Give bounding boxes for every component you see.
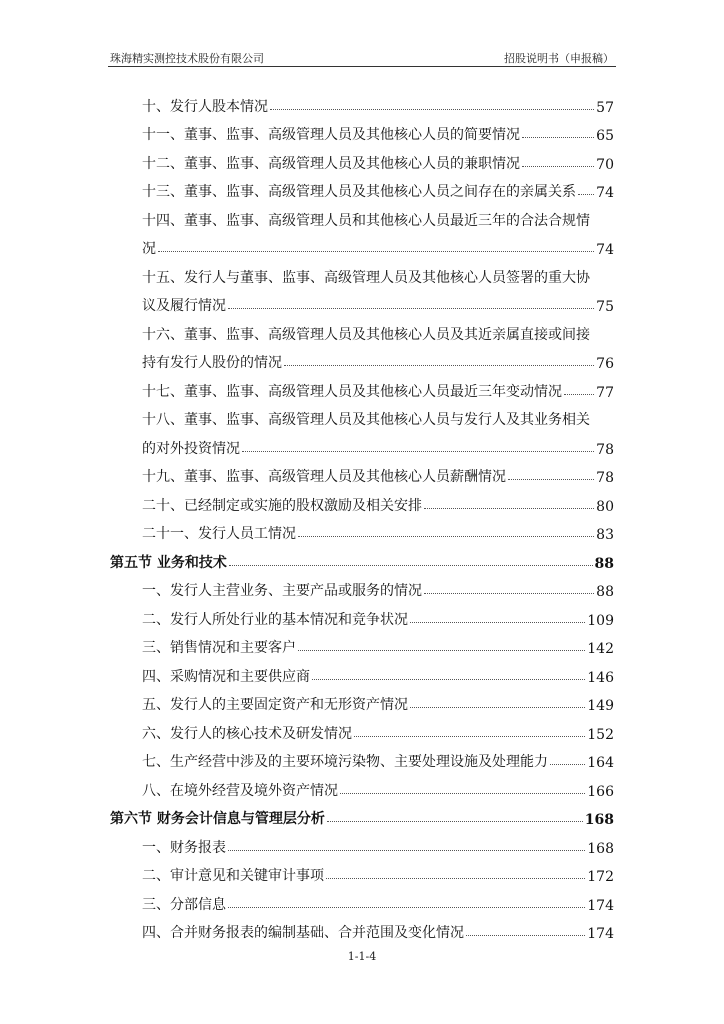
- toc-dot-leader: [410, 707, 585, 708]
- toc-page-number: 75: [596, 299, 614, 315]
- toc-entry-text: 七、生产经营中涉及的主要环境污染物、主要处理设施及处理能力: [142, 754, 548, 770]
- toc-entry-text: 的对外投资情况: [142, 440, 240, 457]
- toc-entry[interactable]: [110, 629, 614, 658]
- toc-entry-first-line: [110, 315, 614, 344]
- toc-entry[interactable]: [110, 572, 614, 601]
- toc-dot-leader: [228, 308, 594, 309]
- toc-dot-leader: [466, 935, 585, 936]
- toc-entry-text: 十三、董事、监事、高级管理人员及其他核心人员之间存在的亲属关系: [142, 184, 576, 200]
- toc-dot-leader: [340, 793, 585, 794]
- toc-entry-text: 十八、董事、监事、高级管理人员及其他核心人员与发行人及其业务相关: [142, 412, 590, 428]
- toc-entry[interactable]: [110, 173, 614, 202]
- toc-dot-leader: [550, 764, 585, 765]
- toc-entry-text: 四、采购情况和主要供应商: [142, 668, 310, 685]
- toc-page-number: 142: [587, 641, 614, 657]
- toc-entry-text: 一、发行人主营业务、主要产品或服务的情况: [142, 583, 422, 599]
- toc-page-number: 146: [587, 669, 614, 686]
- toc-section-heading[interactable]: [110, 800, 614, 829]
- table-of-contents: [110, 87, 614, 942]
- toc-dot-leader: [270, 109, 594, 110]
- toc-entry-text: 况: [142, 241, 156, 257]
- toc-page-number: 164: [587, 755, 614, 771]
- toc-entry[interactable]: [110, 372, 614, 401]
- toc-entry[interactable]: [110, 116, 614, 145]
- toc-page-number: 168: [584, 812, 614, 828]
- toc-entry-text: 十六、董事、监事、高级管理人员及其他核心人员及其近亲属直接或间接: [142, 326, 590, 343]
- toc-entry[interactable]: [110, 87, 614, 116]
- toc-entry-first-line: [110, 201, 614, 230]
- toc-entry-text: 二、审计意见和关键审计事项: [142, 868, 324, 884]
- toc-entry-text: 十九、董事、监事、高级管理人员及其他核心人员薪酬情况: [142, 469, 506, 485]
- toc-entry[interactable]: [110, 771, 614, 800]
- toc-entry-text: 二十、已经制定或实施的股权激励及相关安排: [142, 497, 422, 514]
- toc-page-number: 77: [596, 384, 614, 401]
- toc-page-number: 74: [596, 185, 614, 201]
- toc-entry[interactable]: [110, 458, 614, 487]
- toc-entry[interactable]: [110, 686, 614, 715]
- toc-entry-text: 十七、董事、监事、高级管理人员及其他核心人员最近三年变动情况: [142, 383, 562, 400]
- toc-entry-text: 十、发行人股本情况: [142, 98, 268, 115]
- toc-dot-leader: [228, 907, 585, 908]
- toc-page-number: 88: [594, 555, 614, 572]
- toc-entry-text: 二十一、发行人员工情况: [142, 526, 296, 542]
- toc-dot-leader: [424, 593, 594, 594]
- toc-entry[interactable]: [110, 828, 614, 857]
- toc-entry[interactable]: [110, 885, 614, 914]
- toc-dot-leader: [242, 451, 594, 452]
- toc-entry-text: 一、财务报表: [142, 839, 226, 856]
- toc-entry-text: 三、分部信息: [142, 896, 226, 913]
- toc-entry-text: 第五节 业务和技术: [110, 554, 227, 571]
- toc-entry-text: 持有发行人股份的情况: [142, 355, 282, 371]
- toc-page-number: 109: [587, 612, 614, 629]
- toc-entry-text: 第六节 财务会计信息与管理层分析: [110, 811, 325, 827]
- toc-dot-leader: [312, 679, 585, 680]
- toc-page-number: 78: [596, 441, 614, 458]
- toc-entry[interactable]: [110, 344, 614, 373]
- toc-page-number: 57: [596, 99, 614, 116]
- toc-entry-text: 十四、董事、监事、高级管理人员和其他核心人员最近三年的合法合规情: [142, 212, 590, 229]
- toc-page-number: 174: [587, 897, 614, 914]
- toc-entry[interactable]: [110, 714, 614, 743]
- toc-entry[interactable]: [110, 743, 614, 772]
- toc-page-number: 80: [596, 498, 614, 515]
- toc-entry[interactable]: [110, 144, 614, 173]
- toc-entry-text: 八、在境外经营及境外资产情况: [142, 782, 338, 799]
- toc-page-number: 76: [596, 356, 614, 372]
- toc-dot-leader: [354, 736, 585, 737]
- toc-dot-leader: [284, 365, 594, 366]
- toc-entry[interactable]: [110, 486, 614, 515]
- toc-entry-text: 二、发行人所处行业的基本情况和竞争状况: [142, 611, 408, 628]
- page-header: [110, 50, 614, 66]
- header-rule: [108, 66, 616, 67]
- toc-entry-text: 十一、董事、监事、高级管理人员及其他核心人员的简要情况: [142, 127, 520, 143]
- toc-entry[interactable]: [110, 429, 614, 458]
- toc-entry-text: 三、销售情况和主要客户: [142, 640, 296, 656]
- toc-entry[interactable]: [110, 287, 614, 316]
- toc-page-number: 174: [587, 926, 614, 942]
- document-type: 招股说明书（申报稿）: [504, 52, 614, 65]
- toc-entry[interactable]: [110, 914, 614, 943]
- toc-dot-leader: [326, 878, 585, 879]
- toc-page-number: 65: [596, 128, 614, 144]
- toc-entry-text: 四、合并财务报表的编制基础、合并范围及变化情况: [142, 925, 464, 941]
- toc-page-number: 74: [596, 242, 614, 258]
- toc-entry[interactable]: [110, 230, 614, 259]
- toc-dot-leader: [228, 850, 585, 851]
- page-number: 1-1-4: [347, 950, 377, 963]
- toc-page-number: 172: [587, 869, 614, 885]
- toc-entry[interactable]: [110, 600, 614, 629]
- toc-page-number: 83: [596, 527, 614, 543]
- toc-entry-text: 十二、董事、监事、高级管理人员及其他核心人员的兼职情况: [142, 155, 520, 172]
- toc-page-number: 166: [587, 783, 614, 800]
- toc-entry-text: 五、发行人的主要固定资产和无形资产情况: [142, 697, 408, 713]
- toc-dot-leader: [564, 394, 594, 395]
- toc-dot-leader: [298, 536, 594, 537]
- toc-page-number: 78: [596, 470, 614, 486]
- toc-entry[interactable]: [110, 515, 614, 544]
- toc-page-number: 70: [596, 156, 614, 173]
- toc-entry-text: 十五、发行人与董事、监事、高级管理人员及其他核心人员签署的重大协: [142, 269, 590, 286]
- toc-dot-leader: [298, 650, 585, 651]
- toc-page-number: 168: [587, 840, 614, 857]
- toc-page-number: 88: [596, 584, 614, 600]
- toc-page-number: 149: [587, 698, 614, 714]
- toc-dot-leader: [410, 622, 585, 623]
- toc-section-heading[interactable]: [110, 543, 614, 572]
- toc-entry[interactable]: [110, 657, 614, 686]
- toc-dot-leader: [327, 821, 583, 822]
- company-name: 珠海精实测控技术股份有限公司: [110, 52, 264, 65]
- toc-dot-leader: [229, 565, 593, 566]
- toc-entry-text: 六、发行人的核心技术及研发情况: [142, 725, 352, 742]
- toc-dot-leader: [522, 137, 594, 138]
- toc-entry-first-line: [110, 258, 614, 287]
- toc-entry-text: 议及履行情况: [142, 298, 226, 314]
- toc-entry-first-line: [110, 401, 614, 430]
- toc-dot-leader: [424, 508, 594, 509]
- toc-dot-leader: [508, 479, 594, 480]
- toc-dot-leader: [578, 194, 594, 195]
- toc-page-number: 152: [587, 726, 614, 743]
- toc-entry[interactable]: [110, 857, 614, 886]
- toc-dot-leader: [158, 251, 594, 252]
- toc-dot-leader: [522, 166, 594, 167]
